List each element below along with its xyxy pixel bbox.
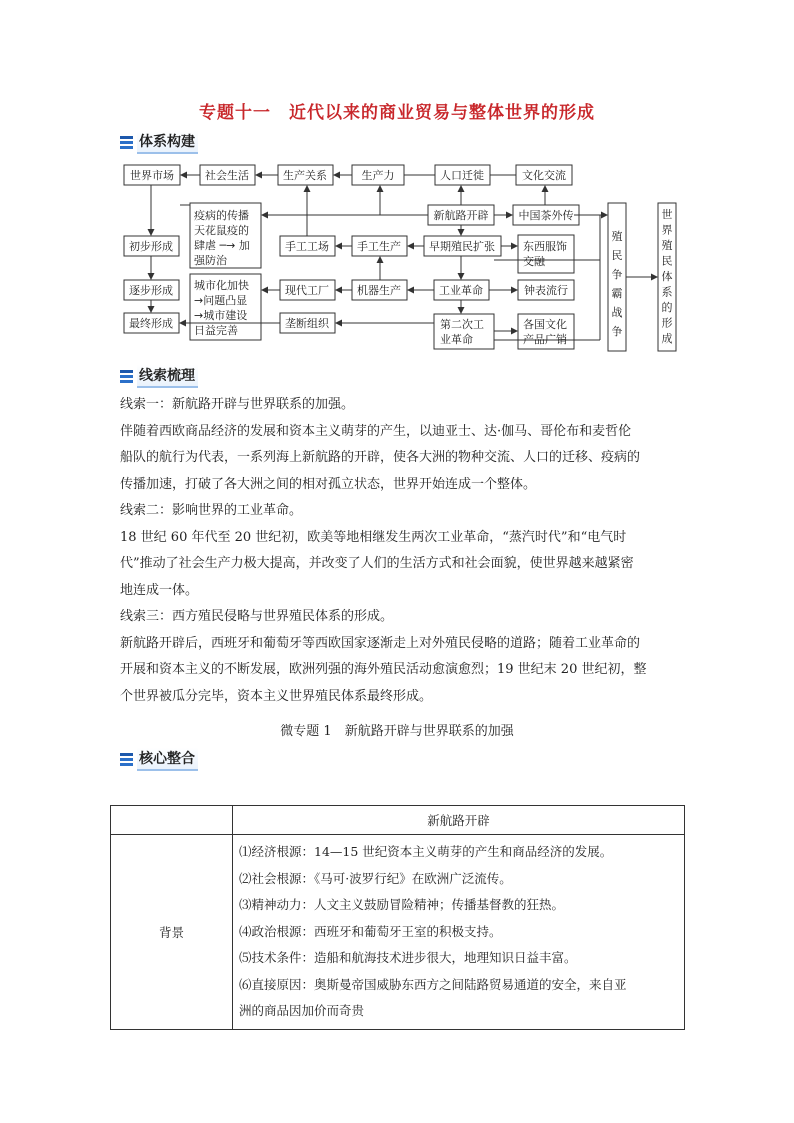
list-item: ⑴经济根源：14—15 世纪资本主义萌芽的产生和商品经济的发展。 — [239, 844, 613, 859]
colonial-war-char: 争 — [611, 325, 623, 338]
colonial-system-char: 民 — [661, 254, 673, 268]
clue1-title: 线索一：新航路开辟与世界联系的加强。 — [120, 397, 355, 412]
table-header: 新航路开辟 — [233, 806, 685, 835]
table-row — [111, 835, 685, 1030]
node-culture: 文化交流 — [522, 169, 566, 182]
clue1-line: 伴随着西欧商品经济的发展和资本主义萌芽的产生，以迪亚士、达·伽马、哥伦布和麦哲伦 — [120, 423, 632, 439]
node-products-2: 产品广销 — [523, 333, 567, 346]
subtopic-title: 微专题 1 新航路开辟与世界联系的加强 — [280, 724, 514, 739]
node-modern-factory: 现代工厂 — [285, 284, 329, 297]
colonial-war-char: 霸 — [611, 287, 623, 300]
node-relations: 生产关系 — [283, 169, 327, 182]
clue3-title: 线索三：西方殖民侵略与世界殖民体系的形成。 — [120, 609, 394, 624]
node-disease-2: 天花鼠疫的 — [194, 224, 249, 237]
list-item: 洲的商品因加价而奇贵 — [239, 1003, 365, 1018]
node-handicraft: 手工生产 — [357, 240, 401, 253]
node-productivity: 生产力 — [361, 169, 395, 182]
table-items-cell — [233, 835, 685, 1030]
node-colonial-system — [662, 207, 673, 345]
section-bars-icon — [120, 753, 133, 766]
colonial-system-char: 体 — [661, 270, 673, 283]
colonial-system-char: 成 — [661, 332, 673, 345]
colonial-system-char: 系 — [661, 285, 673, 299]
list-item: ⑵社会根源：《马可·波罗行纪》在欧洲广泛流传。 — [239, 870, 512, 886]
colonial-war-char: 争 — [611, 268, 623, 281]
clue1-line: 传播加速，打破了各大洲之间的相对孤立状态，世界开始连成一个整体。 — [120, 476, 537, 492]
node-colonial-war — [612, 229, 623, 338]
node-second-2: 业革命 — [440, 333, 473, 346]
node-second-1: 第二次工 — [440, 318, 484, 331]
table-corner-cell — [111, 806, 233, 835]
node-dress-1: 东西服饰 — [523, 240, 567, 253]
node-gradual: 逐步形成 — [129, 284, 173, 297]
clues-text — [120, 392, 676, 710]
clue3-line: 开展和资本主义的不断发展，欧洲列强的海外殖民活动愈演愈烈；19 世纪末 20 世纪初，整 — [120, 662, 647, 677]
colonial-system-char: 界 — [661, 223, 673, 237]
node-urban-3: →城市建设 — [194, 309, 248, 322]
clue2-line: 18 世纪 60 年代至 20 世纪初，欧美等地相继发生两次工业革命，“蒸汽时代”和“电气时 — [120, 529, 627, 545]
node-urban-4: 日益完善 — [194, 324, 238, 337]
colonial-war-char: 战 — [611, 306, 623, 319]
colonial-war-char: 民 — [611, 249, 623, 262]
clue2-title: 线索二：影响世界的工业革命。 — [120, 503, 303, 518]
section-label: 线索梳理 — [137, 365, 198, 388]
node-monopoly: 垄断组织 — [285, 317, 329, 330]
clue2-line: 地连成一体。 — [120, 582, 199, 598]
node-disease-4: 强防治 — [194, 254, 227, 267]
table-row — [111, 806, 685, 835]
node-tea: 中国茶外传 — [518, 209, 574, 222]
node-final: 最终形成 — [129, 317, 173, 330]
colonial-system-char: 的 — [661, 301, 673, 314]
table-row-label: 背景 — [111, 835, 233, 1030]
node-machine: 机器生产 — [357, 284, 401, 297]
section-label: 核心整合 — [137, 748, 198, 771]
section-heading-clues — [120, 366, 198, 386]
list-item: ⑶精神动力：人文主义鼓励冒险精神；传播基督教的狂热。 — [239, 897, 565, 912]
section-label: 体系构建 — [137, 131, 198, 154]
system-diagram — [0, 0, 794, 360]
colonial-system-char: 殖 — [661, 239, 673, 252]
node-industrial: 工业革命 — [439, 284, 483, 297]
node-urban-1: 城市化加快 — [194, 279, 249, 292]
node-new-route: 新航路开辟 — [433, 209, 489, 222]
list-item: ⑷政治根源：西班牙和葡萄牙王室的积极支持。 — [239, 923, 502, 939]
colonial-war-char: 殖 — [611, 230, 623, 243]
clue3-line: 个世界被瓜分完毕，资本主义世界殖民体系最终形成。 — [120, 688, 433, 704]
node-migration: 人口迁徙 — [440, 169, 484, 182]
node-initial: 初步形成 — [129, 240, 173, 253]
section-bars-icon — [120, 370, 133, 383]
colonial-system-char: 形 — [661, 316, 673, 330]
node-workshop: 手工工场 — [285, 240, 329, 253]
node-world-market: 世界市场 — [130, 169, 174, 182]
core-table — [110, 805, 685, 1030]
node-disease-1: 疫病的传播 — [194, 209, 249, 222]
page-title: 专题十一 近代以来的商业贸易与整体世界的形成 — [199, 103, 595, 123]
node-social-life: 社会生活 — [205, 169, 249, 182]
clue2-line: 代”推动了社会生产力极大提高，并改变了人们的生活方式和社会面貌，使世界越来越紧密 — [120, 556, 634, 571]
node-clock: 钟表流行 — [524, 284, 568, 297]
colonial-system-char: 世 — [661, 208, 673, 221]
node-urban-2: →问题凸显 — [194, 294, 248, 307]
section-heading-core — [120, 749, 198, 769]
node-products-1: 各国文化 — [523, 318, 567, 331]
node-early-colonial: 早期殖民扩张 — [429, 240, 495, 253]
list-item: ⑹直接原因：奥斯曼帝国威胁东西方之间陆路贸易通道的安全，来自亚 — [239, 976, 627, 992]
list-item: ⑸技术条件：造船和航海技术进步很大，地理知识日益丰富。 — [239, 950, 577, 965]
node-disease-3: 肆虐 ─→ 加 — [194, 239, 250, 252]
clue1-line: 船队的航行为代表，一系列海上新航路的开辟，使各大洲的物种交流、人口的迁移、疫病的 — [120, 450, 641, 465]
node-dress-2: 交融 — [523, 255, 545, 268]
clue3-line: 新航路开辟后，西班牙和葡萄牙等西欧国家逐渐走上对外殖民侵略的道路；随着工业革命的 — [120, 635, 641, 651]
